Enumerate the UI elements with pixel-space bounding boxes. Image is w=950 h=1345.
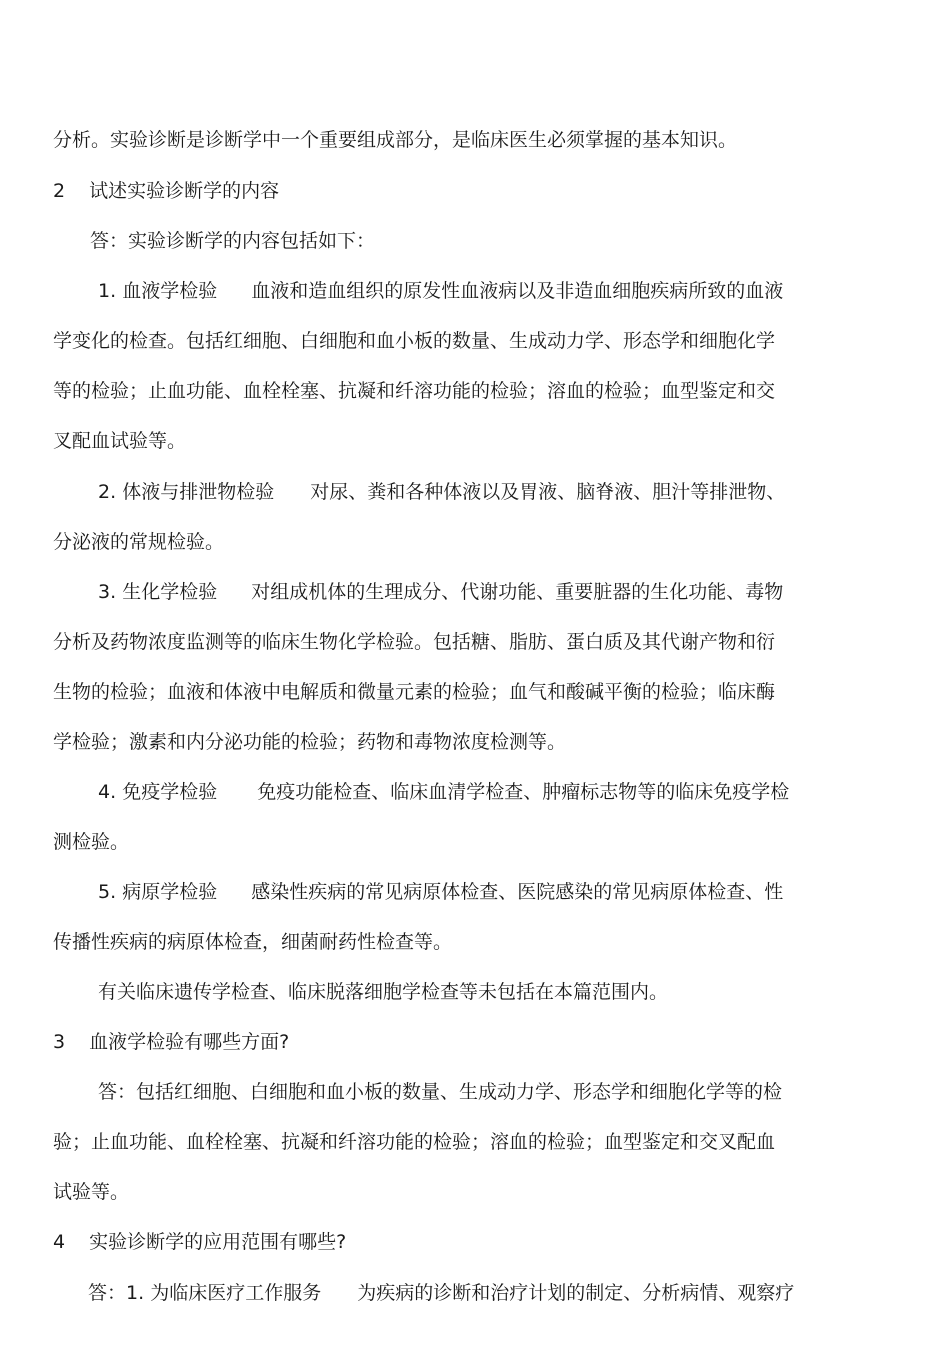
list-item-heading	[98, 780, 789, 804]
question-heading	[53, 1030, 289, 1054]
question-heading	[53, 1230, 346, 1254]
list-item-number: 5.	[98, 881, 117, 903]
list-item-title: 生化学检验	[122, 581, 218, 603]
note-paragraph: 有关临床遗传学检查、临床脱落细胞学检查等未包括在本篇范围内。	[98, 981, 669, 1003]
list-item-number: 2.	[98, 481, 117, 503]
list-item-text: 对组成机体的生理成分、代谢功能、重要脏器的生化功能、毒物	[251, 581, 784, 603]
paragraph-line: 生物的检验；血液和体液中电解质和微量元素的检验；血气和酸碱平衡的检验；临床酶	[53, 681, 776, 703]
list-item-title: 体液与排泄物检验	[122, 481, 275, 503]
list-item-number: 3.	[98, 581, 117, 603]
list-item-number: 1.	[98, 280, 117, 302]
question-number: 3	[53, 1031, 66, 1053]
list-item-title: 病原学检验	[122, 881, 218, 903]
answer-text: 为疾病的诊断和治疗计划的制定、分析病情、观察疗	[357, 1282, 795, 1304]
list-item-title: 免疫学检验	[122, 781, 218, 803]
question-text: 血液学检验有哪些方面?	[89, 1031, 290, 1053]
answer-prefix: 答：1.	[88, 1282, 145, 1304]
list-item-heading	[98, 279, 783, 303]
answer-intro: 答：实验诊断学的内容包括如下：	[90, 230, 376, 252]
answer-title: 为临床医疗工作服务	[150, 1282, 322, 1304]
paragraph-line: 叉配血试验等。	[53, 430, 187, 452]
list-item-text: 血液和造血组织的原发性血液病以及非造血细胞疾病所致的血液	[251, 280, 784, 302]
paragraph-line: 分泌液的常规检验。	[53, 531, 225, 553]
paragraph-line: 传播性疾病的病原体检查，细菌耐药性检查等。	[53, 931, 453, 953]
list-item-heading	[98, 480, 785, 504]
question-text: 试述实验诊断学的内容	[89, 180, 280, 202]
paragraph-line: 学检验；激素和内分泌功能的检验；药物和毒物浓度检测等。	[53, 731, 567, 753]
list-item-heading	[98, 880, 783, 904]
list-item-title: 血液学检验	[122, 280, 218, 302]
paragraph-line: 分析及药物浓度监测等的临床生物化学检验。包括糖、脂肪、蛋白质及其代谢产物和衍	[53, 631, 776, 653]
question-heading	[53, 179, 279, 203]
list-item-number: 4.	[98, 781, 117, 803]
paragraph-line: 学变化的检查。包括红细胞、白细胞和血小板的数量、生成动力学、形态学和细胞化学	[53, 330, 776, 352]
answer-line	[88, 1281, 794, 1305]
question-number: 2	[53, 180, 66, 202]
paragraph-line: 等的检验；止血功能、血栓栓塞、抗凝和纤溶功能的检验；溶血的检验；血型鉴定和交	[53, 380, 776, 402]
list-item-text: 感染性疾病的常见病原体检查、医院感染的常见病原体检查、性	[251, 881, 784, 903]
list-item-text: 对尿、粪和各种体液以及胃液、脑脊液、胆汁等排泄物、	[310, 481, 786, 503]
question-number: 4	[53, 1231, 66, 1253]
paragraph-line: 测检验。	[53, 831, 130, 853]
paragraph-line: 试验等。	[53, 1181, 130, 1203]
paragraph-line: 分析。实验诊断是诊断学中一个重要组成部分，是临床医生必须掌握的基本知识。	[53, 129, 738, 151]
paragraph-line: 验；止血功能、血栓栓塞、抗凝和纤溶功能的检验；溶血的检验；血型鉴定和交叉配血	[53, 1131, 776, 1153]
list-item-heading	[98, 580, 783, 604]
question-text: 实验诊断学的应用范围有哪些?	[89, 1231, 347, 1253]
list-item-text: 免疫功能检查、临床血清学检查、肿瘤标志物等的临床免疫学检	[257, 781, 790, 803]
answer-line: 答：包括红细胞、白细胞和血小板的数量、生成动力学、形态学和细胞化学等的检	[98, 1081, 783, 1103]
